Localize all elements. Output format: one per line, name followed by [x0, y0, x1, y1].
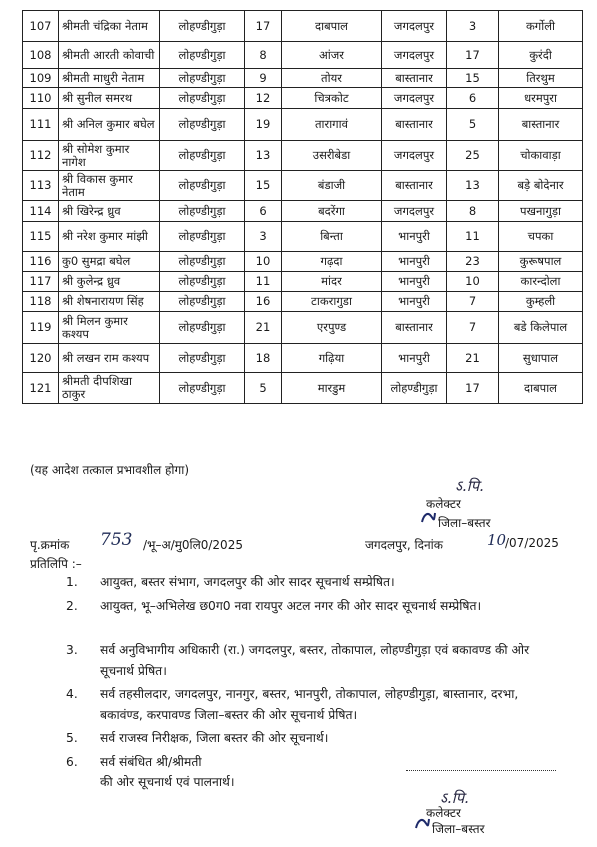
copy-item-text: सर्व राजस्व निरीक्षक, जिला बस्तर की ओर सूचनार्थ। — [100, 731, 329, 745]
new-code-cell: 5 — [447, 109, 499, 141]
new-posting-cell: कुरंदी — [499, 42, 583, 69]
posting-block-cell: जगदलपुर — [382, 201, 447, 222]
new-code-cell: 17 — [447, 373, 499, 404]
copy-item-text: आयुक्त, बस्तर संभाग, जगदलपुर की ओर सादर सूचनार्थ सम्प्रेषित। — [100, 575, 395, 589]
table-row — [23, 312, 583, 344]
posting-block-cell: जगदलपुर — [382, 88, 447, 109]
employee-name-cell: श्री खिरेन्द्र ध्रुव — [59, 201, 160, 222]
date-day: 10 — [487, 531, 507, 549]
copy-item-number: 1. — [66, 575, 78, 589]
posting-village-cell: आंजर — [282, 42, 382, 69]
copy-item-text: सर्व अनुविभागीय अधिकारी (रा.) जगदलपुर, बस्तर, तोकापाल, लोहण्डीगुड़ा एवं बकावण्ड की ओर सूचनार्थ प्रेषित। — [100, 643, 530, 678]
employee-name-cell: श्री विकास कुमार नेताम — [59, 171, 160, 201]
copy-item-text: की ओर सूचनार्थ एवं पालनार्थ। — [100, 775, 235, 789]
new-posting-cell: चोकावाड़ा — [499, 141, 583, 171]
current-code-cell: 16 — [245, 292, 282, 312]
current-block-cell: लोहण्डीगुड़ा — [160, 252, 245, 272]
current-block-cell: लोहण्डीगुड़ा — [160, 344, 245, 373]
copy-item-number: 6. — [66, 755, 78, 769]
reference-code: /भू–अ/मु0लि0/2025 — [143, 538, 243, 552]
new-posting-cell: धरमपुरा — [499, 88, 583, 109]
employee-name-cell: कु0 सुमद्रा बघेल — [59, 252, 160, 272]
posting-block-cell: भानपुरी — [382, 344, 447, 373]
ink-seal-icon — [420, 510, 436, 524]
current-block-cell: लोहण्डीगुड़ा — [160, 272, 245, 292]
table-row — [23, 11, 583, 42]
current-code-cell: 11 — [245, 272, 282, 292]
current-code-cell: 21 — [245, 312, 282, 344]
serial-number-cell: 110 — [23, 88, 59, 109]
table-row — [23, 42, 583, 69]
posting-village-cell: उसरीबेडा — [282, 141, 382, 171]
employee-name-cell: श्रीमती आरती कोवाची — [59, 42, 160, 69]
district-post: जिला–बस्तर — [432, 822, 485, 836]
posting-village-cell: तारागावं — [282, 109, 382, 141]
posting-block-cell: बास्तानार — [382, 312, 447, 344]
current-code-cell: 12 — [245, 88, 282, 109]
serial-number-cell: 108 — [23, 42, 59, 69]
new-posting-cell: बडे किलेपाल — [499, 312, 583, 344]
current-code-cell: 8 — [245, 42, 282, 69]
serial-number-cell: 115 — [23, 222, 59, 252]
table-row — [23, 292, 583, 312]
new-code-cell: 8 — [447, 201, 499, 222]
serial-number-cell: 109 — [23, 69, 59, 88]
date-month-year: /07/2025 — [505, 536, 559, 550]
blank-fill-line — [406, 770, 556, 771]
copy-item-text: सर्व तहसीलदार, जगदलपुर, नानगुर, बस्तर, भानपुरी, तोकापाल, लोहण्डीगुड़ा, बास्तानार, दरभा, बकावंण्ड, करपावण्ड जिला–बस्तर की ओर सूचनार्थ प्रेषित। — [100, 687, 519, 722]
current-code-cell: 6 — [245, 201, 282, 222]
posting-block-cell: जगदलपुर — [382, 11, 447, 42]
new-code-cell: 17 — [447, 42, 499, 69]
serial-number-cell: 114 — [23, 201, 59, 222]
new-code-cell: 23 — [447, 252, 499, 272]
current-code-cell: 5 — [245, 373, 282, 404]
current-code-cell: 9 — [245, 69, 282, 88]
current-code-cell: 13 — [245, 141, 282, 171]
current-block-cell: लोहण्डीगुड़ा — [160, 11, 245, 42]
table-row — [23, 88, 583, 109]
date-prefix: जगदलपुर, दिनांक — [365, 538, 443, 552]
employee-name-cell: श्रीमती चंद्रिका नेताम — [59, 11, 160, 42]
posting-block-cell: बास्तानार — [382, 171, 447, 201]
current-block-cell: लोहण्डीगुड़ा — [160, 69, 245, 88]
serial-number-cell: 113 — [23, 171, 59, 201]
posting-village-cell: मारडुम — [282, 373, 382, 404]
transfer-table — [22, 10, 583, 404]
table-row — [23, 252, 583, 272]
employee-name-cell: श्री सुनील समरथ — [59, 88, 160, 109]
current-code-cell: 10 — [245, 252, 282, 272]
posting-village-cell: गढ़िया — [282, 344, 382, 373]
posting-block-cell: भानपुरी — [382, 222, 447, 252]
current-block-cell: लोहण्डीगुड़ा — [160, 222, 245, 252]
posting-block-cell: भानपुरी — [382, 292, 447, 312]
new-code-cell: 3 — [447, 11, 499, 42]
table-body — [23, 11, 583, 404]
serial-number-cell: 120 — [23, 344, 59, 373]
posting-block-cell: बास्तानार — [382, 69, 447, 88]
serial-number-cell: 116 — [23, 252, 59, 272]
new-posting-cell: बास्तानार — [499, 109, 583, 141]
current-code-cell: 17 — [245, 11, 282, 42]
employee-name-cell: श्रीमती दीपशिखा ठाकुर — [59, 373, 160, 404]
serial-number-cell: 118 — [23, 292, 59, 312]
reference-label: पृ.क्रमांक — [30, 538, 70, 552]
copy-item-number: 5. — [66, 731, 78, 745]
new-code-cell: 6 — [447, 88, 499, 109]
serial-number-cell: 119 — [23, 312, 59, 344]
posting-block-cell: जगदलपुर — [382, 141, 447, 171]
new-posting-cell: कर्गोली — [499, 11, 583, 42]
posting-village-cell: बंडाजी — [282, 171, 382, 201]
copy-heading: प्रतिलिपि :– — [30, 557, 82, 571]
posting-block-cell: लोहण्डीगुड़ा — [382, 373, 447, 404]
serial-number-cell: 121 — [23, 373, 59, 404]
new-posting-cell: सुधापाल — [499, 344, 583, 373]
copy-item-number: 2. — [66, 599, 78, 613]
new-code-cell: 10 — [447, 272, 499, 292]
current-code-cell: 18 — [245, 344, 282, 373]
current-block-cell: लोहण्डीगुड़ा — [160, 109, 245, 141]
copy-item-text: सर्व संबंधित श्री/श्रीमती — [100, 755, 202, 769]
district-post: जिला–बस्तर — [438, 516, 491, 530]
ink-seal-icon — [414, 816, 430, 830]
table-row — [23, 222, 583, 252]
posting-village-cell: गढ़दा — [282, 252, 382, 272]
posting-block-cell: भानपुरी — [382, 272, 447, 292]
posting-village-cell: तोयर — [282, 69, 382, 88]
posting-block-cell: भानपुरी — [382, 252, 447, 272]
reference-number: 753 — [100, 530, 133, 550]
serial-number-cell: 107 — [23, 11, 59, 42]
current-code-cell: 15 — [245, 171, 282, 201]
current-code-cell: 3 — [245, 222, 282, 252]
current-code-cell: 19 — [245, 109, 282, 141]
current-block-cell: लोहण्डीगुड़ा — [160, 292, 245, 312]
current-block-cell: लोहण्डीगुड़ा — [160, 141, 245, 171]
new-code-cell: 21 — [447, 344, 499, 373]
new-posting-cell: दाबपाल — [499, 373, 583, 404]
table-row — [23, 109, 583, 141]
table-row — [23, 171, 583, 201]
new-code-cell: 7 — [447, 292, 499, 312]
new-posting-cell: कुम्हली — [499, 292, 583, 312]
posting-village-cell: बिन्ता — [282, 222, 382, 252]
posting-village-cell: बदरेंगा — [282, 201, 382, 222]
copy-item-number: 3. — [66, 643, 78, 657]
current-block-cell: लोहण्डीगुड़ा — [160, 373, 245, 404]
new-posting-cell: कारन्दोला — [499, 272, 583, 292]
effect-note: (यह आदेश तत्काल प्रभावशील होगा) — [30, 463, 190, 477]
posting-village-cell: टाकरागुडा — [282, 292, 382, 312]
table-row — [23, 373, 583, 404]
current-block-cell: लोहण्डीगुड़ा — [160, 312, 245, 344]
serial-number-cell: 117 — [23, 272, 59, 292]
current-block-cell: लोहण्डीगुड़ा — [160, 88, 245, 109]
employee-name-cell: श्री कुलेन्द्र ध्रुव — [59, 272, 160, 292]
collector-signature: ऽ.पि. — [455, 477, 484, 495]
new-code-cell: 7 — [447, 312, 499, 344]
current-block-cell: लोहण्डीगुड़ा — [160, 201, 245, 222]
posting-village-cell: एरपुण्ड — [282, 312, 382, 344]
table-row — [23, 141, 583, 171]
employee-name-cell: श्री मिलन कुमार कश्यप — [59, 312, 160, 344]
new-code-cell: 15 — [447, 69, 499, 88]
serial-number-cell: 112 — [23, 141, 59, 171]
posting-village-cell: दाबपाल — [282, 11, 382, 42]
table-row — [23, 201, 583, 222]
new-code-cell: 11 — [447, 222, 499, 252]
new-posting-cell: बड़े बोदेनार — [499, 171, 583, 201]
employee-name-cell: श्रीमती माधुरी नेताम — [59, 69, 160, 88]
copy-item-text: आयुक्त, भू–अभिलेख छ0ग0 नवा रायपुर अटल नगर की ओर सादर सूचनार्थ सम्प्रेषित। — [100, 599, 482, 613]
collector-title: कलेक्टर — [426, 806, 461, 820]
posting-village-cell: मांदर — [282, 272, 382, 292]
posting-block-cell: बास्तानार — [382, 109, 447, 141]
employee-name-cell: श्री सोमेश कुमार नागेश — [59, 141, 160, 171]
collector-title: कलेक्टर — [426, 497, 461, 511]
posting-village-cell: चित्रकोट — [282, 88, 382, 109]
posting-block-cell: जगदलपुर — [382, 42, 447, 69]
new-code-cell: 13 — [447, 171, 499, 201]
new-posting-cell: चपका — [499, 222, 583, 252]
serial-number-cell: 111 — [23, 109, 59, 141]
new-posting-cell: कुरूषपाल — [499, 252, 583, 272]
employee-name-cell: श्री नरेश कुमार मांझी — [59, 222, 160, 252]
employee-name-cell: श्री अनिल कुमार बघेल — [59, 109, 160, 141]
employee-name-cell: श्री शेषनारायण सिंह — [59, 292, 160, 312]
new-posting-cell: पखनागुड़ा — [499, 201, 583, 222]
current-block-cell: लोहण्डीगुड़ा — [160, 171, 245, 201]
collector-signature: ऽ.पि. — [440, 789, 469, 807]
current-block-cell: लोहण्डीगुड़ा — [160, 42, 245, 69]
employee-name-cell: श्री लखन राम कश्यप — [59, 344, 160, 373]
table-row — [23, 69, 583, 88]
new-code-cell: 25 — [447, 141, 499, 171]
table-row — [23, 272, 583, 292]
new-posting-cell: तिरथुम — [499, 69, 583, 88]
copy-item-number: 4. — [66, 687, 78, 701]
table-row — [23, 344, 583, 373]
